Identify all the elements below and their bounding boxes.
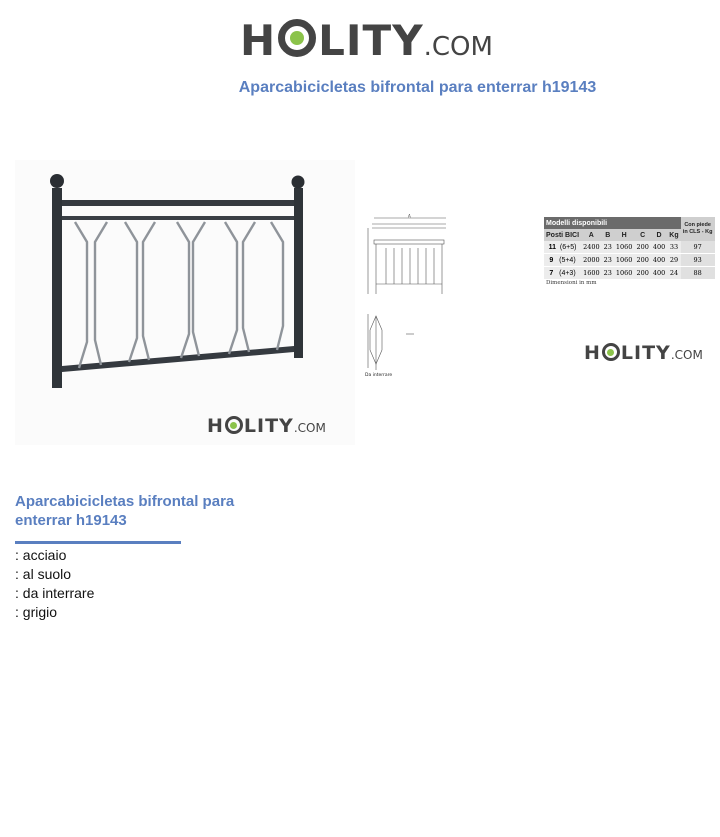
cell-split: (5+4) (559, 256, 576, 264)
cell-split: (4+3) (559, 269, 576, 277)
list-item: : acciaio (15, 547, 67, 563)
product-title: Aparcabicicletas bifrontal para enterrar h19143 (15, 493, 235, 529)
col-header: A (581, 229, 602, 241)
cell-d: 400 (651, 254, 667, 267)
cell-kg: 29 (667, 254, 680, 267)
technical-drawing-side[interactable] (362, 310, 422, 380)
cell-c: 200 (634, 241, 650, 254)
cell-kg: 33 (667, 241, 680, 254)
logo-word: LITY (243, 415, 294, 437)
col-header: H (614, 229, 635, 241)
list-item: : da interrare (15, 585, 95, 601)
cell-a: 2400 (581, 241, 602, 254)
list-item: : grigio (15, 604, 58, 620)
table-watermark-logo (584, 341, 703, 364)
cell-a: 1600 (581, 267, 602, 280)
logo-domain: .COM (670, 348, 703, 362)
table-row (544, 267, 715, 280)
cell-split: (6+5) (559, 243, 577, 251)
cell-a: 2000 (581, 254, 602, 267)
table-row (544, 241, 715, 254)
cell-posti: 7 (549, 269, 554, 277)
cell-posti: 11 (548, 243, 557, 251)
spec-table-extra-header: Con piede in CLS - Kg (681, 217, 715, 241)
feature-list (15, 546, 94, 622)
logo-letter-h: H (584, 342, 601, 364)
logo-domain: .COM (293, 421, 326, 435)
cell-d: 400 (651, 241, 667, 254)
col-header: C (634, 229, 650, 241)
cell-h: 1060 (614, 267, 635, 280)
cell-c: 200 (634, 267, 650, 280)
cell-posti: 9 (549, 256, 554, 264)
cell-cls: 93 (681, 254, 715, 267)
logo-letter-h: H (207, 415, 224, 437)
cell-c: 200 (634, 254, 650, 267)
spec-table (544, 217, 715, 280)
cell-cls: 97 (681, 241, 715, 254)
cell-h: 1060 (614, 241, 635, 254)
col-header: Kg (667, 229, 680, 241)
drawing-caption: Da interrare (365, 373, 393, 378)
logo-domain: .COM (423, 32, 493, 62)
logo-o-icon (278, 19, 316, 57)
logo-o-icon (602, 343, 620, 361)
technical-drawing-front[interactable] (362, 214, 454, 304)
table-row (544, 254, 715, 267)
photo-watermark-logo (207, 414, 326, 437)
page-title: Aparcabicicletas bifrontal para enterrar h19143 (238, 79, 597, 96)
col-header: Posti BICI (544, 229, 581, 241)
logo-word: LITY (318, 16, 424, 65)
logo-word: LITY (620, 342, 671, 364)
cell-b: 23 (602, 254, 614, 267)
brand-logo[interactable] (240, 16, 493, 66)
logo-o-icon (225, 416, 243, 434)
spec-table-title: Modelli disponibili (544, 217, 681, 229)
cell-cls: 88 (681, 267, 715, 280)
dimensions-note: Dimensioni in mm (546, 280, 597, 286)
cell-d: 400 (651, 267, 667, 280)
col-header: B (602, 229, 614, 241)
product-image[interactable] (15, 160, 355, 445)
cell-h: 1060 (614, 254, 635, 267)
drawing-label-a: A (408, 214, 411, 219)
title-divider (15, 541, 181, 544)
logo-letter-h: H (240, 16, 277, 65)
cell-kg: 24 (667, 267, 680, 280)
cell-b: 23 (602, 267, 614, 280)
col-header: D (651, 229, 667, 241)
cell-b: 23 (602, 241, 614, 254)
list-item: : al suolo (15, 566, 72, 582)
